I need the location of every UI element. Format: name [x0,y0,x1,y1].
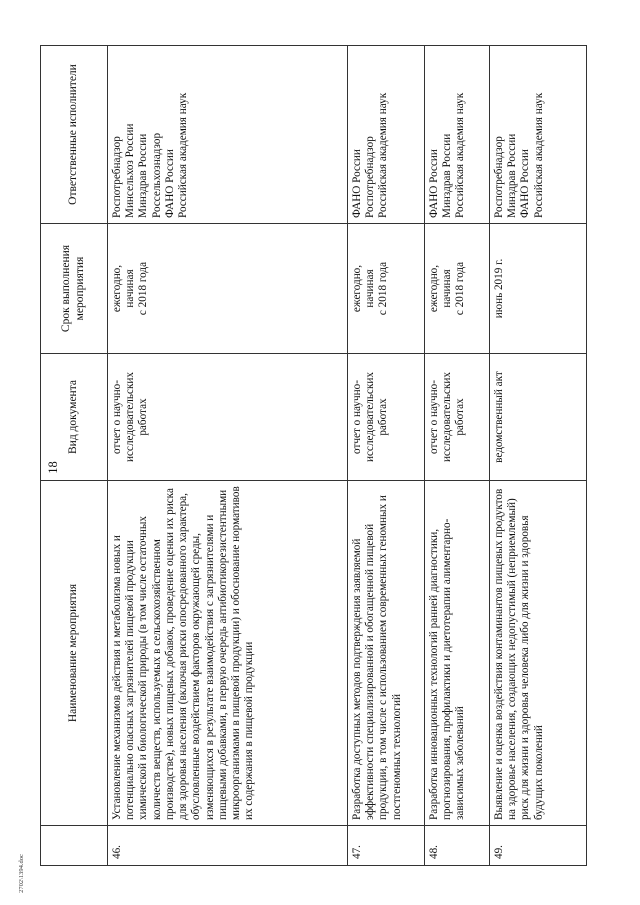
table-header-row [41,46,108,866]
row-doc-type: ведомственный акт [490,354,587,481]
row-number: 46. [108,826,348,866]
row-executors: Роспотребнадзор Минсельхоз России Минздрав России Россельхознадзор ФАНО России Российская академия наук [108,46,348,224]
row-number: 47. [348,826,425,866]
header-term: Срок выполнения мероприятия [41,224,108,354]
header-number [41,826,108,866]
row-name: Выявление и оценка воздействия контаминантов пищевых продуктов на здоровье населения, создающих недопустимый (неприемлемый) риск для жизни и здоровья человека либо для жизни и здоровья будущих поколений [490,481,587,826]
header-executors: Ответственные исполнители [41,46,108,224]
row-term: ежегодно, начиная с 2018 года [108,224,348,354]
row-executors: ФАНО России Роспотребнадзор Российская академия наук [348,46,425,224]
header-name: Наименование мероприятия [41,481,108,826]
table-row [490,46,587,866]
row-doc-type: отчет о научно-исследовательских работах [108,354,348,481]
row-name: Установление механизмов действия и метаболизма новых и потенциально опасных загрязнителей пищевой продукции химической и биологической природы (в том числе остаточных количеств веществ, используемых в сельскохозяйственном производстве), новых пищевых добавок, проведение оценки их риска для здоровья населения (включая риски опосредованного характера, обусловленные воздействием факторов окружающей среды, изменяющихся в результате взаимодействия с загрязнителями и пищевыми добавками, в первую очередь антибиотикорезистентными микроорганизмами в пищевой продукции) и обоснование нормативов их содержания в пищевой продукции [108,481,348,826]
header-doc-type: Вид документа [41,354,108,481]
row-doc-type: отчет о научно-исследовательских работах [425,354,490,481]
row-term: июнь 2019 г. [490,224,587,354]
measures-table [40,45,587,866]
table-row [348,46,425,866]
row-term: ежегодно, начиная с 2018 года [348,224,425,354]
row-number: 48. [425,826,490,866]
row-name: Разработка доступных методов подтверждения заявляемой эффективности специализированной и обогащенной пищевой продукции, в том числе с использованием современных геномных и постгеномных технологий [348,481,425,826]
row-executors: Роспотребнадзор Минздрав России ФАНО России Российская академия наук [490,46,587,224]
row-term: ежегодно, начиная с 2018 года [425,224,490,354]
row-doc-type: отчет о научно-исследовательских работах [348,354,425,481]
rotated-table-container [40,46,580,866]
table-row [425,46,490,866]
row-executors: ФАНО России Минздрав России Российская академия наук [425,46,490,224]
row-name: Разработка инновационных технологий ранней диагностики, прогнозирования, профилактики и диетотерапии алиментарно-зависимых заболеваний [425,481,490,826]
page-number: 18 [45,461,60,474]
footer-filename: 2702\1394.doc [17,854,25,893]
row-number: 49. [490,826,587,866]
table-row [108,46,348,866]
